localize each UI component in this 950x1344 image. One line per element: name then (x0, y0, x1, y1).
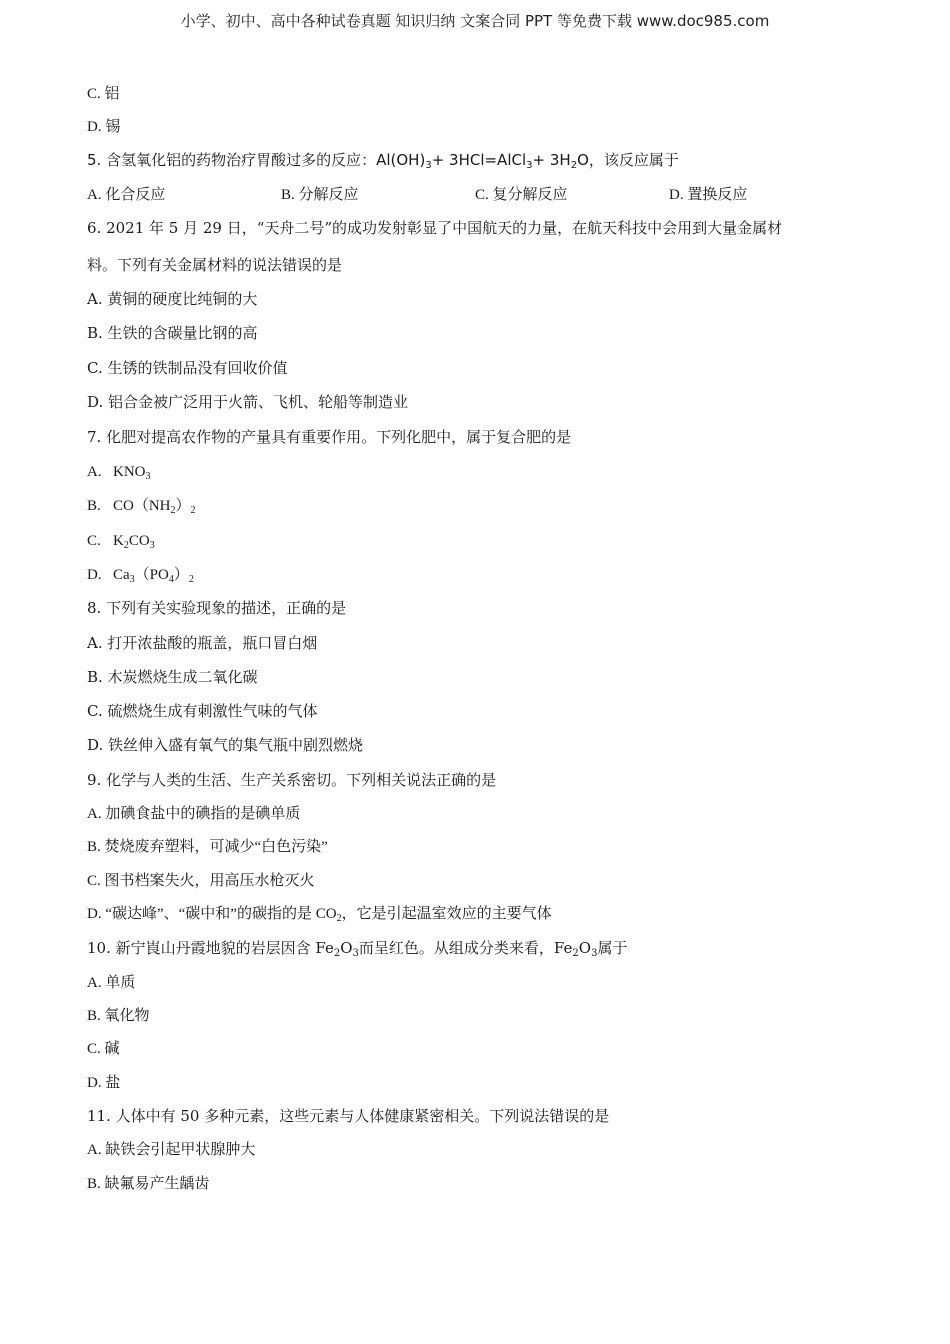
q4-option-d: D. 锡 (87, 119, 121, 135)
q4-option-c: C. 铝 (87, 86, 120, 102)
q5-option-b: B. 分解反应 (281, 187, 359, 203)
q10-option-c: C. 碱 (87, 1041, 120, 1057)
q6-option-c: C. 生锈的铁制品没有回收价值 (87, 359, 288, 377)
q6-option-a: A. 黄铜的硬度比纯铜的大 (87, 290, 258, 308)
q6-stem-line1: 6. 2021 年 5 月 29 日，“天舟二号”的成功发射彰显了中国航天的力量，在航天科技中会用到大量金属材 (87, 219, 783, 237)
q10-option-d: D. 盐 (87, 1075, 121, 1091)
q10-option-b: B. 氧化物 (87, 1008, 150, 1024)
q11-stem: 11. 人体中有 50 多种元素，这些元素与人体健康紧密相关。下列说法错误的是 (87, 1107, 610, 1125)
q8-option-c: C. 硫燃烧生成有刺激性气味的气体 (87, 702, 318, 720)
q7-option-b: B. $CO(NH_2)_2$ (87, 498, 196, 516)
page-header: 小学、初中、高中各种试卷真题 知识归纳 文案合同 PPT 等免费下载 www.doc985.com (180, 12, 770, 30)
q5-stem-suffix: ，该反应属于 (588, 151, 679, 169)
q6-stem-line2: 料。下列有关金属材料的说法错误的是 (87, 256, 343, 274)
q7-option-d: D. $Ca_3(PO_4)_2$ (87, 567, 194, 585)
q9-option-a: A. 加碘食盐中的碘指的是碘单质 (87, 806, 301, 822)
q8-option-a: A. 打开浓盐酸的瓶盖，瓶口冒白烟 (87, 634, 318, 652)
q7-option-a: A. $KNO_3$ (87, 464, 151, 482)
q8-option-b: B. 木炭燃烧生成二氧化碳 (87, 668, 258, 686)
q11-option-b: B. 缺氟易产生龋齿 (87, 1176, 210, 1192)
q7-option-c: C. $K_2CO_3$ (87, 533, 155, 551)
q6-option-d: D. 铝合金被广泛用于火箭、飞机、轮船等制造业 (87, 393, 409, 411)
q5-option-d: D. 置换反应 (669, 187, 748, 203)
q9-option-d: D. “碳达峰”、“碳中和”的碳指的是 $CO_2$，它是引起温室效应的主要气体 (87, 906, 552, 924)
q5-option-a: A. 化合反应 (87, 187, 166, 203)
q5-stem (87, 150, 679, 170)
q8-option-d: D. 铁丝伸入盛有氧气的集气瓶中剧烈燃烧 (87, 736, 364, 754)
q5-equation: $Al(OH)_3+$ 3HCl=AlCl$_3$+ $3H_2O$ (376, 151, 589, 171)
q9-option-c: C. 图书档案失火，用高压水枪灭火 (87, 873, 315, 889)
q5-option-c: C. 复分解反应 (475, 187, 568, 203)
q7-stem: 7. 化肥对提高农作物的产量具有重要作用。下列化肥中，属于复合肥的是 (87, 428, 572, 446)
q9-option-b: B. 焚烧废弃塑料，可减少“白色污染” (87, 839, 328, 855)
q11-option-a: A. 缺铁会引起甲状腺肿大 (87, 1142, 256, 1158)
q10-stem: 10. 新宁崀山丹霞地貌的岩层因含 $Fe_2O_3$而呈红色。从组成分类来看，$Fe_2O_3$属于 (87, 939, 628, 959)
q8-stem: 8. 下列有关实验现象的描述，正确的是 (87, 599, 347, 617)
q5-stem-prefix: 5. 含氢氧化铝的药物治疗胃酸过多的反应： (87, 151, 377, 169)
q6-option-b: B. 生铁的含碳量比钢的高 (87, 324, 258, 342)
q10-option-a: A. 单质 (87, 975, 136, 991)
q9-stem: 9. 化学与人类的生活、生产关系密切。下列相关说法正确的是 (87, 771, 497, 789)
